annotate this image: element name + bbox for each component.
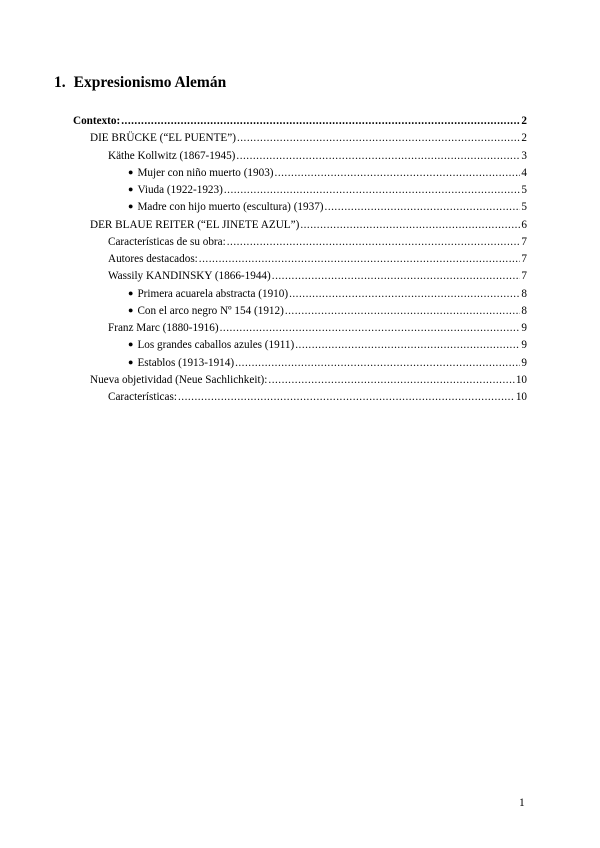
- toc-entry[interactable]: [108, 236, 527, 249]
- toc-entry-label: [108, 391, 177, 404]
- toc-entry-page: 5: [521, 201, 527, 214]
- toc-entry-page: 8: [521, 304, 527, 317]
- toc-entry[interactable]: [73, 115, 527, 128]
- toc-entry-text: Mujer con niño muerto (1903): [137, 166, 274, 179]
- toc-entry-page: 3: [521, 149, 527, 162]
- toc-entry-text: Establos (1913-1914): [137, 356, 235, 369]
- toc-entry-label: [90, 219, 299, 232]
- toc-entry-text: Primera acuarela abstracta (1910): [137, 287, 289, 300]
- toc-entry-label: [90, 374, 267, 387]
- dot-leader: [268, 374, 514, 387]
- toc-entry-label: [73, 115, 120, 128]
- section-heading: [54, 74, 226, 92]
- toc-entry-label: [108, 270, 271, 283]
- toc-entry-page: 9: [521, 339, 527, 352]
- toc-entry[interactable]: [128, 357, 527, 370]
- toc-entry-text: Características:: [108, 391, 177, 403]
- toc-entry-page: 10: [515, 391, 527, 403]
- toc-entry[interactable]: [128, 167, 527, 180]
- bullet-icon: ●: [128, 339, 134, 350]
- toc-entry[interactable]: [128, 339, 527, 352]
- toc-entry[interactable]: [128, 305, 527, 318]
- toc-entry-label: [128, 288, 288, 301]
- toc-entry-page: 7: [521, 253, 527, 265]
- toc-entry-text: Autores destacados:: [108, 253, 198, 265]
- toc-entry-label: [108, 322, 219, 335]
- toc-entry-page: 2: [521, 132, 527, 145]
- toc-entry-page: 7: [521, 270, 527, 283]
- dot-leader: [295, 339, 520, 352]
- dot-leader: [237, 132, 520, 145]
- toc-entry-label: [108, 236, 226, 249]
- toc-entry-text: Características de su obra:: [108, 235, 226, 248]
- toc-entry-page: 7: [521, 235, 527, 248]
- dot-leader: [220, 322, 521, 335]
- toc-entry-text: DER BLAUE REITER (“EL JINETE AZUL”): [90, 218, 300, 231]
- dot-leader: [285, 305, 521, 318]
- toc-entry[interactable]: [90, 219, 527, 232]
- toc-entry-text: Con el arco negro Nº 154 (1912): [137, 304, 284, 317]
- toc-entry[interactable]: [108, 150, 527, 163]
- toc-entry-page: 9: [521, 322, 527, 334]
- bullet-icon: ●: [128, 184, 134, 194]
- toc-entry-label: [128, 339, 294, 352]
- bullet-icon: ●: [128, 356, 134, 367]
- dot-leader: [275, 167, 521, 180]
- toc-entry[interactable]: [90, 374, 527, 387]
- dot-leader: [236, 150, 520, 163]
- toc-entry-text: Wassily KANDINSKY (1866-1944): [108, 270, 271, 283]
- toc-entry-text: DIE BRÜCKE (“EL PUENTE”): [90, 132, 236, 145]
- toc-entry-label: [108, 150, 235, 163]
- toc-entry[interactable]: [108, 270, 527, 283]
- toc-entry-text: Nueva objetividad (Neue Sachlichkeit):: [90, 373, 268, 386]
- bullet-icon: ●: [128, 287, 134, 298]
- toc-entry-label: [108, 253, 198, 266]
- section-number: 1.: [54, 74, 66, 91]
- toc-entry[interactable]: [128, 201, 527, 214]
- dot-leader: [199, 253, 521, 266]
- bullet-icon: ●: [128, 304, 134, 315]
- dot-leader: [300, 219, 520, 232]
- bullet-icon: ●: [128, 201, 134, 212]
- toc-entry[interactable]: [128, 288, 527, 301]
- dot-leader: [224, 184, 521, 197]
- dot-leader: [289, 288, 520, 301]
- dot-leader: [178, 391, 515, 404]
- dot-leader: [121, 115, 520, 128]
- toc-entry-label: [128, 201, 324, 214]
- toc-entry-page: 9: [521, 356, 527, 369]
- dot-leader: [325, 201, 521, 214]
- bullet-icon: ●: [128, 166, 134, 177]
- toc-entry-text: Contexto:: [73, 115, 121, 127]
- toc-entry-page: 4: [521, 166, 527, 179]
- toc-entry[interactable]: [108, 391, 527, 404]
- toc-entry-page: 2: [521, 115, 527, 127]
- toc-entry-label: [128, 167, 274, 180]
- toc-entry-text: Franz Marc (1880-1916): [108, 322, 219, 334]
- toc-entry-text: Viuda (1922-1923): [137, 184, 223, 196]
- toc-entry-label: [128, 305, 284, 318]
- toc-entry-label: [128, 184, 223, 197]
- toc-entry-text: Madre con hijo muerto (escultura) (1937): [137, 201, 324, 214]
- toc-entry-text: Käthe Kollwitz (1867-1945): [108, 149, 236, 162]
- section-title: Expresionismo Alemán: [73, 74, 227, 91]
- dot-leader: [235, 357, 520, 370]
- toc-entry-page: 5: [521, 184, 527, 196]
- toc-entry[interactable]: [108, 253, 527, 266]
- toc-entry-page: 8: [521, 287, 527, 300]
- toc-entry[interactable]: [108, 322, 527, 335]
- page-number: 1: [519, 797, 525, 809]
- toc-entry-label: [128, 357, 234, 370]
- dot-leader: [227, 236, 521, 249]
- toc-entry-text: Los grandes caballos azules (1911): [137, 339, 295, 352]
- toc-entry[interactable]: [128, 184, 527, 197]
- toc-entry-page: 6: [521, 218, 527, 231]
- toc-entry[interactable]: [90, 132, 527, 145]
- toc-entry-label: [90, 132, 236, 145]
- toc-entry-page: 10: [515, 373, 527, 386]
- dot-leader: [272, 270, 521, 283]
